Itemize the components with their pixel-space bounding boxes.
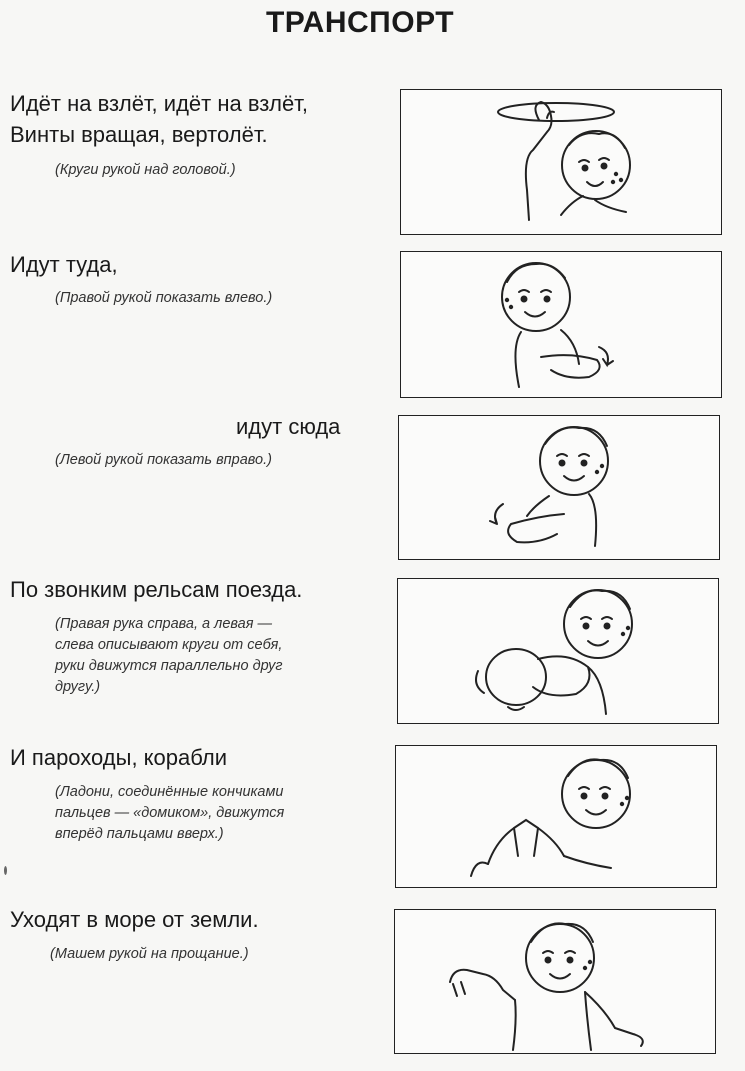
verse-2-line-1: Идут туда, — [10, 252, 118, 277]
ship-roof-gesture-drawing — [396, 746, 716, 887]
verse-4-line-1: По звонким рельсам поезда. — [10, 577, 303, 602]
hint-4-line-2: слева описывают круги от себя, — [55, 637, 283, 653]
verse-6-line-1: Уходят в море от земли. — [10, 907, 259, 932]
point-right-gesture-drawing — [399, 416, 719, 559]
verse-4 — [10, 574, 302, 605]
train-wheels-gesture-drawing — [398, 579, 718, 723]
hint-5-line-2: пальцев — «домиком», движутся — [55, 805, 285, 821]
illustration-frame-6 — [394, 909, 716, 1054]
hint-1-line-1: (Круги рукой над головой.) — [55, 162, 236, 178]
hint-4-line-1: (Правая рука справа, а левая — — [55, 616, 272, 632]
hint-6 — [50, 944, 249, 965]
hint-5 — [55, 782, 284, 845]
hint-2-line-1: (Правой рукой показать влево.) — [55, 290, 273, 306]
hint-4-line-4: другу.) — [55, 679, 101, 695]
illustration-frame-1 — [400, 89, 722, 235]
verse-6 — [10, 904, 259, 935]
hint-5-line-3: вперёд пальцами вверх.) — [55, 826, 224, 842]
verse-3 — [236, 411, 340, 442]
page-title: ТРАНСПОРТ — [265, 6, 455, 39]
verse-1 — [10, 88, 308, 150]
illustration-frame-5 — [395, 745, 717, 888]
hint-4 — [55, 614, 283, 698]
verse-5-line-1: И пароходы, корабли — [10, 745, 227, 770]
illustration-frame-3 — [398, 415, 720, 560]
hint-6-line-1: (Машем рукой на прощание.) — [50, 946, 249, 962]
hint-3-line-1: (Левой рукой показать вправо.) — [55, 452, 272, 468]
helicopter-gesture-drawing — [401, 90, 721, 234]
scan-speck — [4, 866, 7, 875]
verse-2 — [10, 249, 118, 280]
illustration-frame-4 — [397, 578, 719, 724]
illustration-frame-2 — [400, 251, 722, 398]
verse-1-line-2: Винты вращая, вертолёт. — [10, 122, 268, 147]
verse-3-line-1: идут сюда — [236, 414, 341, 439]
hint-3 — [55, 450, 272, 471]
point-left-gesture-drawing — [401, 252, 721, 397]
hint-5-line-1: (Ладони, соединённые кончиками — [55, 784, 284, 800]
wave-goodbye-gesture-drawing — [395, 910, 715, 1053]
hint-2 — [55, 288, 272, 309]
hint-4-line-3: руки движутся параллельно друг — [55, 658, 283, 674]
verse-5 — [10, 742, 227, 773]
verse-1-line-1: Идёт на взлёт, идёт на взлёт, — [10, 91, 308, 116]
hint-1 — [55, 160, 236, 181]
